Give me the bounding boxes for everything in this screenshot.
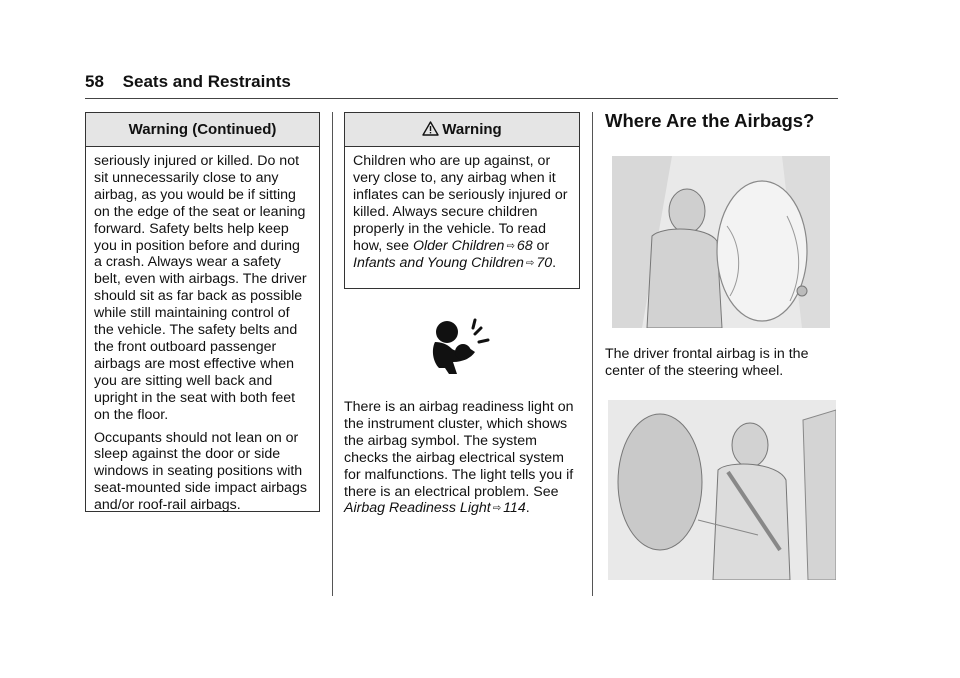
warning-box-continued	[85, 112, 320, 512]
ref-page-number[interactable]: 70	[536, 255, 553, 272]
section-title: Seats and Restraints	[122, 72, 291, 91]
readiness-paragraph	[344, 399, 578, 518]
airbag-location-title: Where Are the Airbags?	[605, 110, 815, 131]
readiness-text: There is an airbag readiness light on the instrument cluster, which shows the airbag symbol. The system checks the airbag electrical system for malfunctions. The light tells you if there is an electrical problem. See	[344, 399, 574, 500]
airbag-readiness-symbol-icon	[429, 318, 491, 376]
warning-paragraph: Occupants should not lean on or sleep against the door or side windows in seating positions with seat-mounted side impact airbags and/or roof-rail airbags.	[94, 429, 307, 514]
ref-link-older-children[interactable]: Older Children	[412, 237, 505, 254]
warning-paragraph: seriously injured or killed. Do not sit unnecessarily close to any airbag, as you would be if sitting on the edge of the seat or leaning forward. Safety belts help keep you in position before and during a crash. Always wear a safety belt, even with airbags. The driver should sit as far back as possible while still maintaining control of the vehicle. The safety belts and the front outboard passenger airbags are most effective when you are sitting well back and upright in the seat with both feet on the floor.	[94, 153, 307, 423]
column-divider-right	[592, 112, 593, 596]
warning-triangle-icon	[422, 115, 439, 148]
warning-box-body	[345, 147, 579, 279]
readiness-text: .	[525, 500, 530, 517]
warning-box-body	[86, 147, 319, 526]
ref-page-number[interactable]: 114	[503, 500, 526, 517]
warning-box-header	[345, 113, 579, 147]
page-ref-arrow-icon: ⇨	[506, 240, 515, 252]
warning-box-title: Warning (Continued)	[86, 113, 319, 147]
page-header	[85, 72, 291, 92]
ref-link-readiness-light[interactable]: Airbag Readiness Light	[344, 500, 491, 517]
driver-airbag-illustration	[612, 156, 830, 328]
page-ref-arrow-icon: ⇨	[525, 258, 535, 270]
driver-airbag-caption: The driver frontal airbag is in the center of the steering wheel.	[605, 346, 809, 379]
side-airbag-illustration	[608, 400, 836, 580]
warning-box-children	[344, 112, 580, 289]
ref-page-number[interactable]: 68	[516, 237, 533, 254]
page-ref-arrow-icon: ⇨	[492, 503, 502, 515]
warning-text: Children who are up against, or very close to, any airbag when it inflates can be seriously injured or killed. Always secure children properly in the vehicle. To read how, see	[353, 153, 568, 254]
warning-text: or	[532, 237, 550, 254]
column-divider-left	[332, 112, 333, 596]
warning-box-title: Warning	[442, 121, 502, 138]
ref-link-infants[interactable]: Infants and Young Children	[353, 255, 524, 272]
header-rule	[85, 98, 838, 99]
warning-text: .	[552, 255, 557, 272]
page-number: 58	[85, 72, 104, 91]
